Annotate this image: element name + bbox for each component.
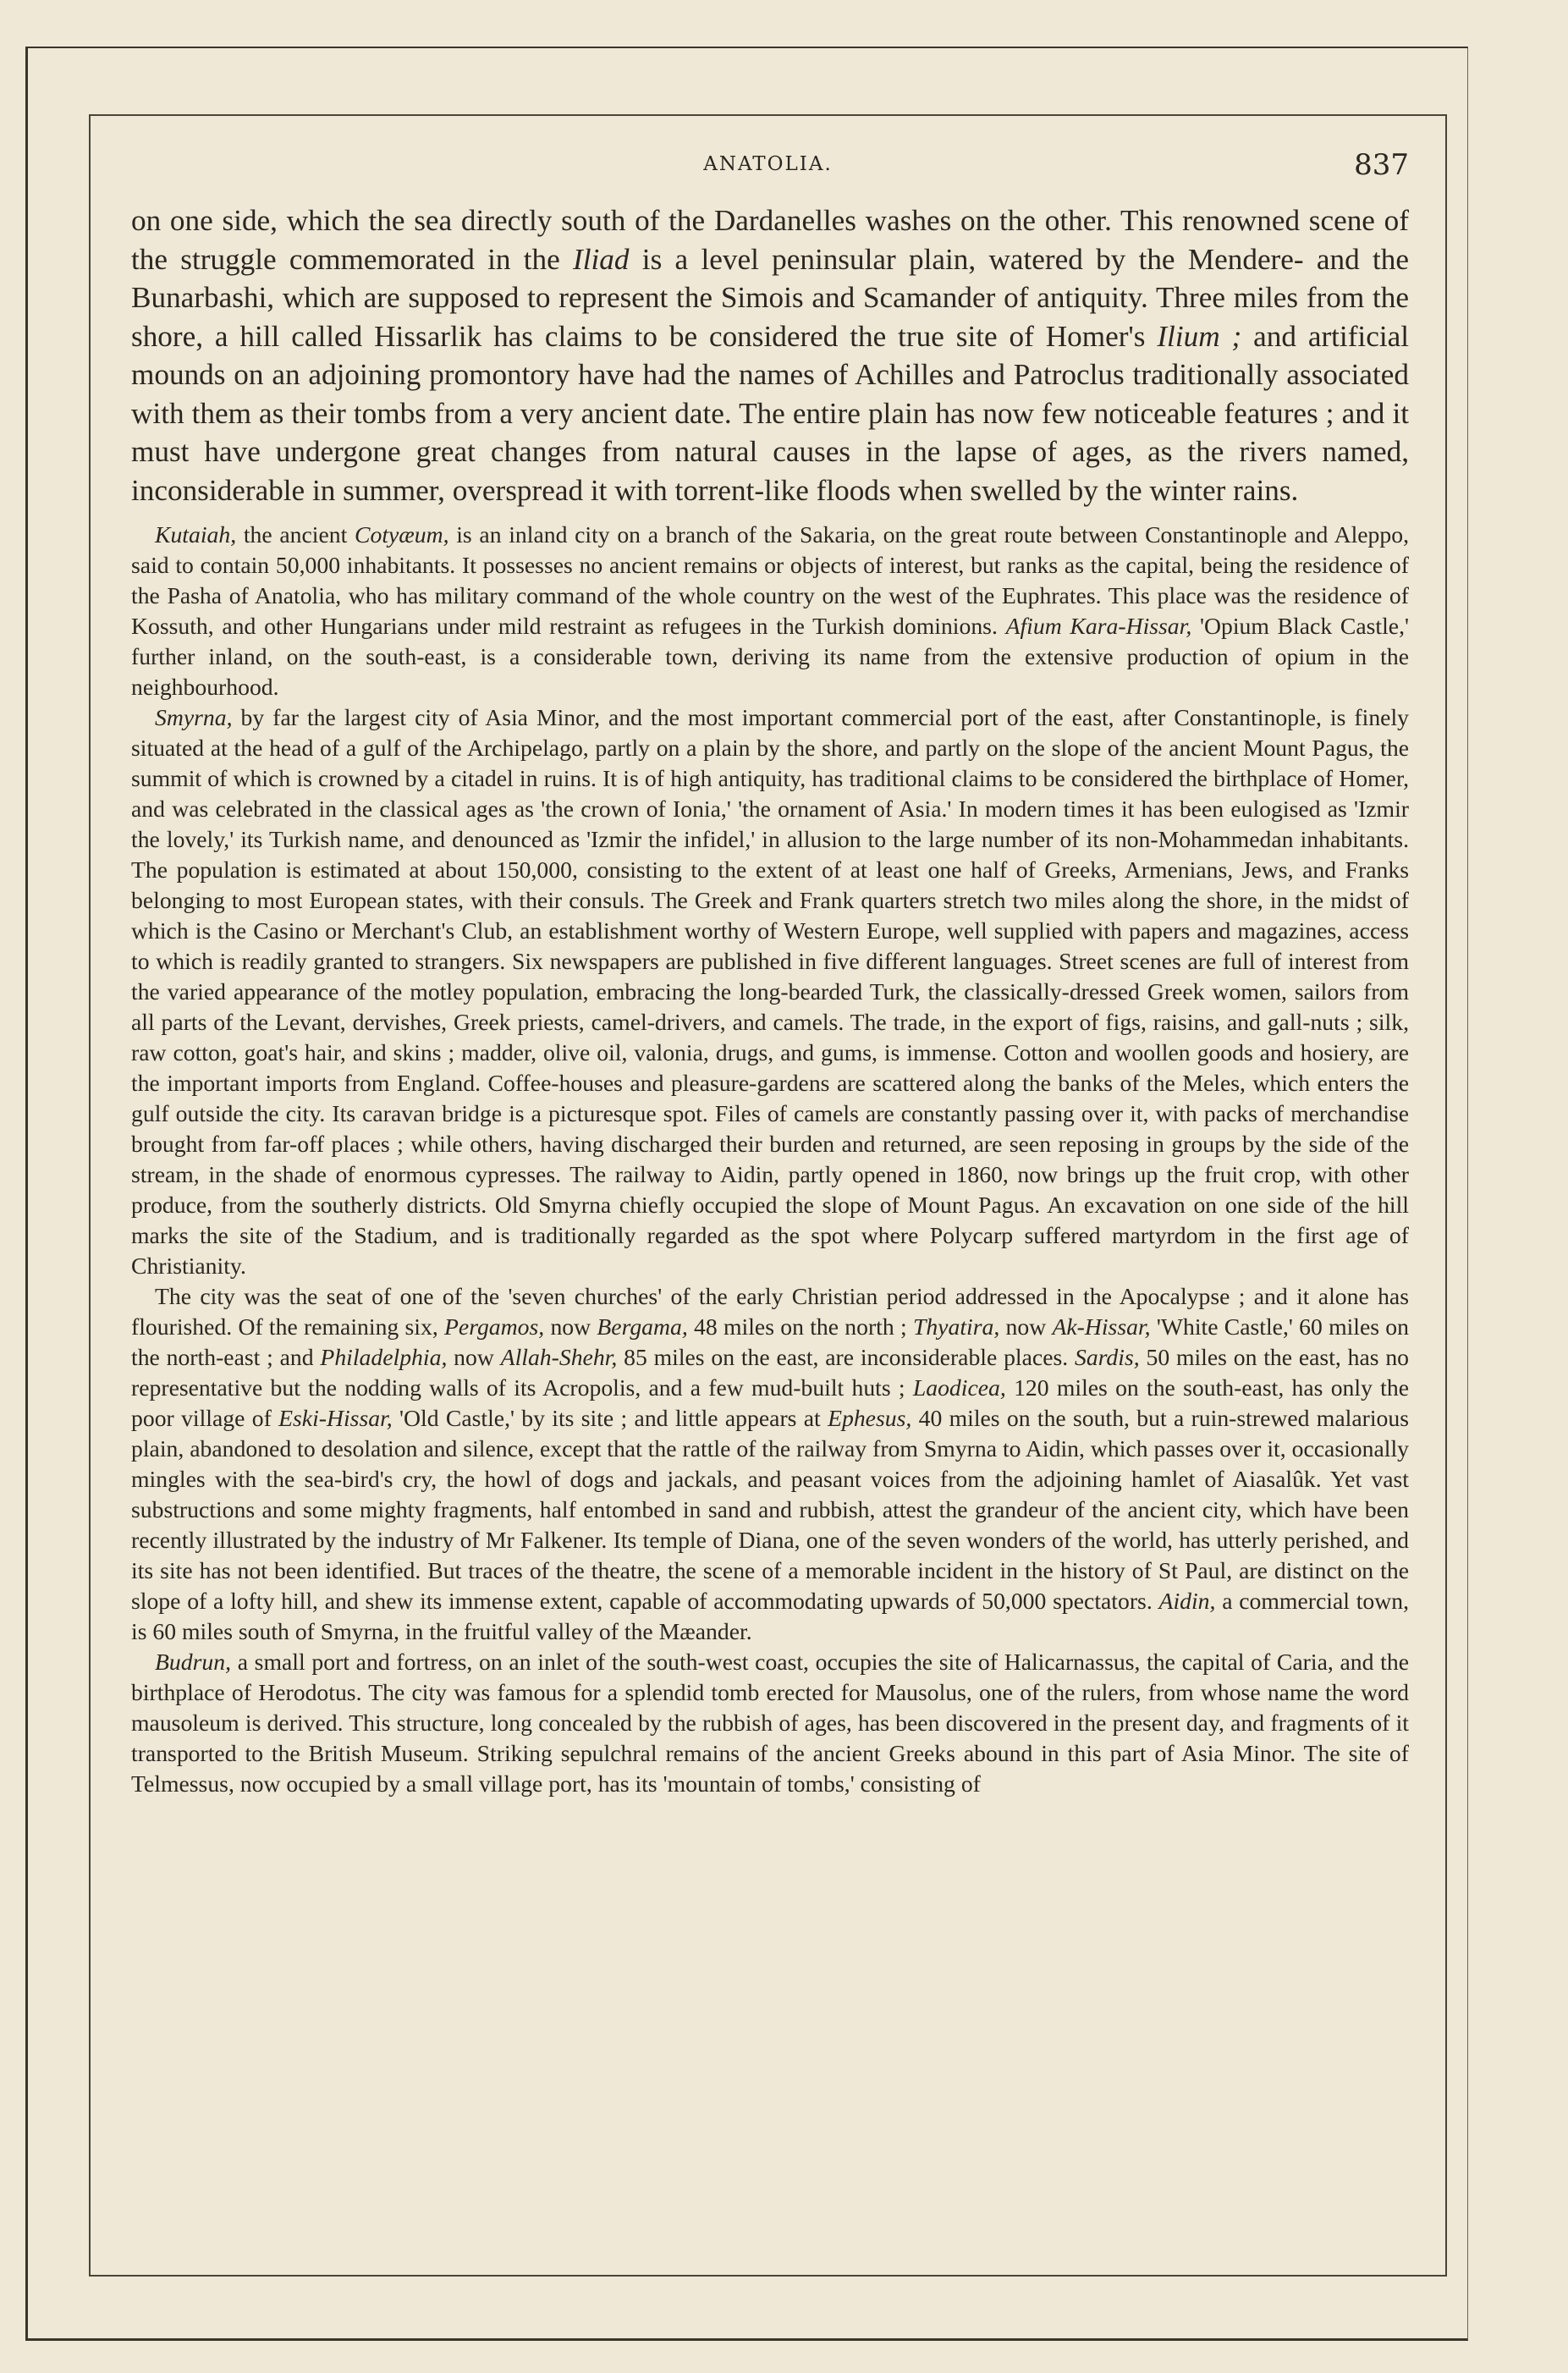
text-run: by far the largest city of Asia Minor, and the most important commercial port of the east, after Constantinople, is finely situated at the head of a gulf of the Archipelago, partly on a plain by the shore, and partly on the slope of the ancient Mount Pagus, the summit of which is crowned by a citadel in ruins. It is of high antiquity, has traditional claims to be considered the birthplace of Homer, and was celebrated in the classical ages as 'the crown of Ionia,' 'the ornament of Asia.' In modern times it has been eulogised as 'Izmir the lovely,' its Turkish name, and denounced as 'Izmir the infidel,' in allusion to the large number of its non-Mohammedan inhabitants. The population is estimated at about 150,000, consisting to the extent of at least one half of Greeks, Armenians, Jews, and Franks belonging to most European states, with their consuls. The Greek and Frank quarters stretch two miles along the shore, in the midst of which is the Casino or Merchant's Club, an establishment worthy of Western Europe, well supplied with papers and magazines, access to which is readily granted to strangers. Six newspapers are published in five different languages. Street scenes are full of interest from the varied appearance of the motley population, embracing the long-bearded Turk, the classically-dressed Greek women, sailors from all parts of the Levant, dervishes, Greek priests, camel-drivers, and camels. The trade, in the export of figs, raisins, and gall-nuts ; silk, raw cotton, goat's hair, and skins ; madder, olive oil, valonia, drugs, and gums, is immense. Cotton and woollen goods and hosiery, are the important imports from England. Coffee-houses and pleasure-gardens are scattered along the banks of the Meles, which enters the gulf outside the city. Its caravan bridge is a picturesque spot. Files of camels are constantly passing over it, with packs of merchandise brought from far-off places ; while others, having discharged their burden and returned, are seen reposing in groups by the side of the stream, in the shade of enormous cypresses. The railway to Aidin, partly opened in 1860, now brings up the fruit crop, with other produce, from the southerly districts. Old Smyrna chiefly occupied the slope of Mount Pagus. An excavation on one side of the hill marks the site of the Stadium, and is traditionally regarded as the spot where Polycarp suffered martyrdom in the first age of Christianity. [131,704,1409,1279]
small-print-section [131,520,1409,1799]
paragraph [131,1647,1409,1799]
page-number: 837 [1354,148,1409,182]
paragraph [131,520,1409,702]
text-run: 50 miles on the east, has no representative but the nodding walls of its Acropolis, and a few mud-built huts ; [131,1344,1410,1401]
text-run: on one side, which the sea directly south of the Dardanelles washes on the other. This renowned scene of the struggle commemorated in the [131,204,1409,276]
italic-term: Ilium ; [1157,319,1242,353]
italic-term: Bergama, [597,1313,688,1340]
text-run: 120 miles on the south-east, has only the poor village of [131,1374,1410,1431]
text-run: 85 miles on the east, are inconsiderable places. [617,1344,1075,1370]
text-run: now [999,1313,1053,1340]
text-run: a small port and fortress, on an inlet of the south-west coast, occupies the site of Halicarnassus, the capital of Caria, and the birthplace of Herodotus. The city was famous for a splendid tomb erected for Mausolus, one of the rulers, from whose name the word mausoleum is derived. This structure, long concealed by the rubbish of ages, has been discovered in the present day, and fragments of it transported to the British Museum. Striking sepulchral remains of the ancient Greeks abound in this part of Asia Minor. The site of Telmessus, now occupied by a small village port, has its 'mountain of tombs,' consisting of [131,1649,1409,1797]
text-run: The city was the seat of one of the 'seven churches' of the early Christian period addressed in the Apocalypse ; and it alone has flourished. Of the remaining six, [131,1283,1409,1340]
text-run: 'Opium Black Castle,' further inland, on the south-east, is a considerable town, deriving its name from the extensive production of opium in the neighbourhood. [131,613,1409,700]
text-run: now [544,1313,597,1340]
intro-section [131,201,1409,509]
body-text [131,201,1409,1799]
text-run: 'White Castle,' 60 miles on the north-east ; and [131,1313,1409,1370]
text-run: 48 miles on the north ; [687,1313,913,1340]
text-run: now [447,1344,501,1370]
italic-term: Kutaiah, [155,521,237,548]
italic-term: Ak-Hissar, [1052,1313,1151,1340]
text-run: 40 miles on the south, but a ruin-strewed malarious plain, abandoned to desolation and silence, except that the rattle of the railway from Smyrna to Aidin, which passes over it, occasionally mingles with the sea-bird's cry, the howl of dogs and jackals, and peasant voices from the adjoining hamlet of Aiasalûk. Yet vast substructions and some mighty fragments, half entombed in sand and rubbish, attest the grandeur of the ancient city, which have been recently illustrated by the industry of Mr Falkener. Its temple of Diana, one of the seven wonders of the world, has utterly perished, and its site has not been identified. But traces of the theatre, the scene of a memorable incident in the history of St Paul, are distinct on the slope of a lofty hill, and shew its immense extent, capable of accommodating upwards of 50,000 spectators. [131,1405,1409,1614]
italic-term: Ephesus, [828,1405,912,1431]
text-run: a commercial town, is 60 miles south of Smyrna, in the fruitful valley of the Mæander. [131,1588,1409,1644]
paragraph [131,1281,1409,1647]
italic-term: Cotyæum, [355,521,449,548]
italic-term: Allah-Shehr, [500,1344,618,1370]
italic-term: Iliad [573,242,630,276]
italic-term: Eski-Hissar, [278,1405,393,1431]
italic-term: Philadelphia, [320,1344,448,1370]
text-run: is an inland city on a branch of the Sakaria, on the great route between Constantinople and Aleppo, said to contain 50,000 inhabitants. It possesses no ancient remains or objects of interest, but ranks as the capital, being the residence of the Pasha of Anatolia, who has military command of the whole country on the west of the Euphrates. This place was the residence of Kossuth, and other Hungarians under mild restraint as refugees in the Turkish dominions. [131,521,1409,639]
running-header [127,148,1409,190]
paragraph [131,201,1409,509]
text-run: 'Old Castle,' by its site ; and little appears at [392,1405,828,1431]
italic-term: Laodicea, [912,1374,1006,1401]
italic-term: Thyatira, [912,1313,1000,1340]
paragraph [131,702,1409,1281]
text-run: and artificial mounds on an adjoining promontory have had the names of Achilles and Patroclus traditionally associated with them as their tombs from a very ancient date. The entire plain has now few noticeable features ; and it must have undergone great changes from natural causes in the lapse of ages, as the rivers named, inconsiderable in summer, overspread it with torrent-like floods when swelled by the winter rains. [131,319,1409,507]
italic-term: Budrun, [155,1649,231,1675]
italic-term: Smyrna, [155,704,233,730]
text-run: is a level peninsular plain, watered by the Mendere- and the Bunarbashi, which are supposed to represent the Simois and Scamander of antiquity. Three miles from the shore, a hill called Hissarlik has claims to be considered the true site of Homer's [131,242,1409,353]
italic-term: Afium Kara-Hissar, [1005,613,1192,639]
italic-term: Sardis, [1075,1344,1140,1370]
running-title: ANATOLIA. [703,153,833,175]
italic-term: Aidin, [1158,1588,1216,1614]
italic-term: Pergamos, [444,1313,545,1340]
text-run: the ancient [236,521,355,548]
